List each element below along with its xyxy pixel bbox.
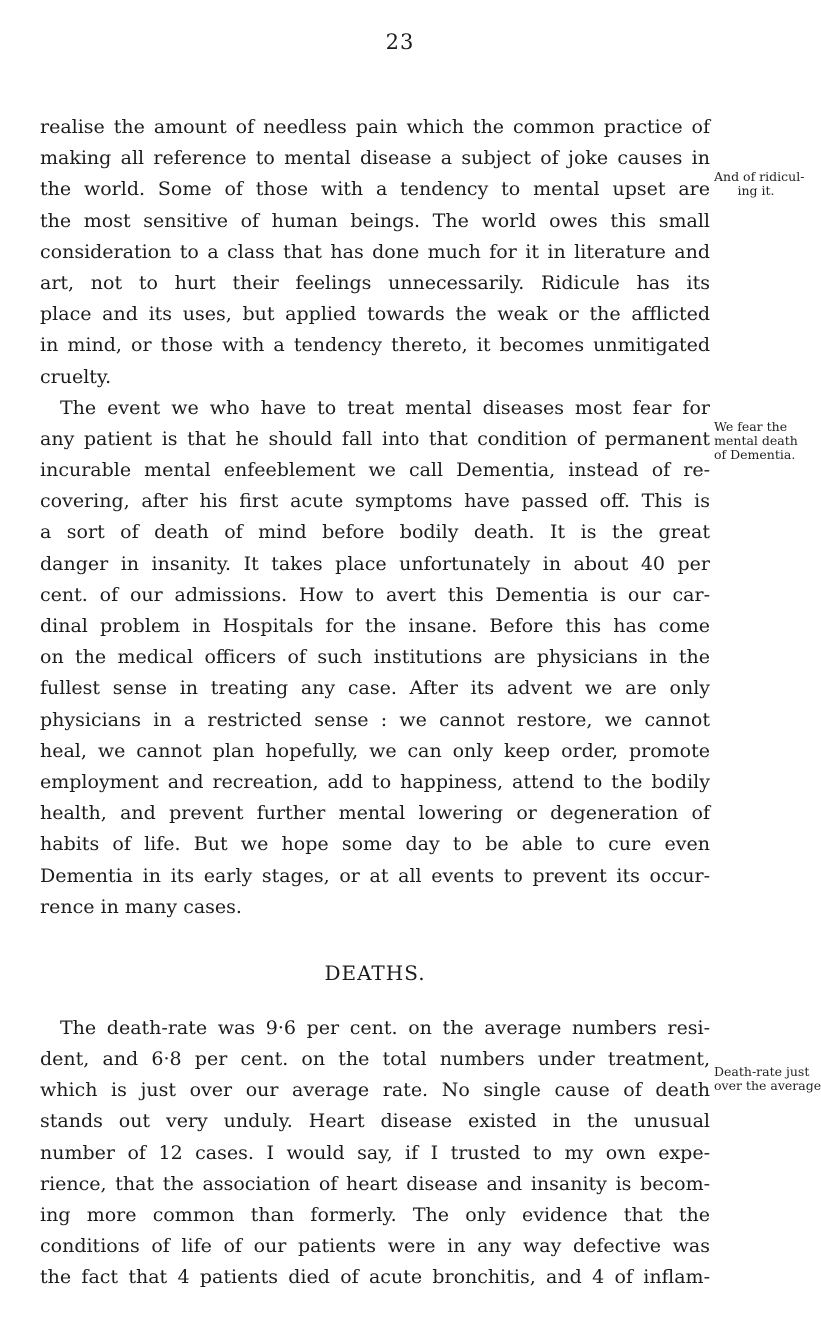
text-line: heal, we cannot plan hopefully, we can only keep order, promote (40, 739, 710, 762)
paragraph-dementia (40, 393, 710, 923)
text-line: fullest sense in treating any case. After its advent we are only (40, 677, 710, 700)
text-line: ing more common than formerly. The only evidence that the (40, 1204, 710, 1226)
sidenote-line: And of ridicul- (714, 169, 805, 184)
text-line: number of 12 cases. I would say, if I trusted to my own expe- (40, 1141, 710, 1164)
text-line: making all reference to mental disease a subject of joke causes in (40, 147, 710, 170)
text-line: The death-rate was 9·6 per cent. on the average numbers resi- (60, 1016, 710, 1039)
text-line: stands out very unduly. Heart disease existed in the unusual (40, 1110, 710, 1133)
text-line: dinal problem in Hospitals for the insane. Before this has come (40, 615, 710, 637)
sidenote-line: over the average (714, 1078, 821, 1093)
text-line: The event we who have to treat mental diseases most fear for (60, 396, 710, 419)
text-line: conditions of life of our patients were in any way defective was (40, 1235, 710, 1258)
text-line: on the medical officers of such institutions are physicians in the (40, 646, 710, 669)
sidenote-line: ing it. (737, 183, 775, 198)
sidenote-line: of Dementia. (714, 447, 796, 462)
text-line: a sort of death of mind before bodily death. It is the great (40, 521, 710, 544)
sidenote-line: We fear the (714, 419, 788, 434)
text-line: rence in many cases. (40, 895, 242, 918)
sidenote-ridicule (714, 169, 805, 198)
text-line: incurable mental enfeeblement we call Dementia, instead of re- (40, 459, 710, 482)
body-text (40, 112, 710, 1294)
text-line: art, not to hurt their feelings unnecessarily. Ridicule has its (40, 271, 710, 294)
text-line: any patient is that he should fall into that condition of permanent (40, 427, 710, 450)
text-line: the most sensitive of human beings. The world owes this small (40, 209, 710, 232)
sidenote-line: Death-rate just (714, 1064, 810, 1079)
text-line: in mind, or those with a tendency thereto, it becomes unmitigated (40, 334, 710, 357)
text-line: physicians in a restricted sense : we cannot restore, we cannot (40, 708, 710, 731)
text-line: employment and recreation, add to happiness, attend to the bodily (40, 770, 710, 793)
section-heading: DEATHS. (324, 960, 426, 985)
text-line: dent, and 6·8 per cent. on the total numbers under treatment, (40, 1048, 710, 1071)
text-line: cent. of our admissions. How to avert this Dementia is our car- (40, 583, 710, 606)
text-line: realise the amount of needless pain which the common practice of (40, 116, 710, 138)
page-number: 23 (385, 30, 415, 54)
paragraph-ridicule (40, 112, 710, 393)
sidenote-dementia (714, 420, 798, 462)
text-line: habits of life. But we hope some day to be able to cure even (40, 833, 710, 856)
text-line: health, and prevent further mental lowering or degeneration of (40, 802, 710, 825)
text-line: the fact that 4 patients died of acute bronchitis, and 4 of inflam- (40, 1266, 710, 1289)
text-line: cruelty. (40, 365, 112, 388)
text-line: the world. Some of those with a tendency to mental upset are (40, 178, 710, 201)
text-line: Dementia in its early stages, or at all events to prevent its occur- (40, 864, 710, 887)
text-line: danger in insanity. It takes place unfortunately in about 40 per (40, 552, 710, 575)
text-line: rience, that the association of heart disease and insanity is becom- (40, 1172, 710, 1195)
text-line: covering, after his first acute symptoms have passed off. This is (40, 490, 710, 513)
paragraph-deaths (40, 1013, 710, 1294)
text-line: which is just over our average rate. No single cause of death (40, 1079, 710, 1102)
text-line: consideration to a class that has done much for it in literature and (40, 240, 710, 263)
sidenote-deathrate (714, 1064, 821, 1093)
sidenote-line: mental death (714, 433, 798, 448)
text-line: place and its uses, but applied towards the weak or the afflicted (40, 303, 710, 326)
